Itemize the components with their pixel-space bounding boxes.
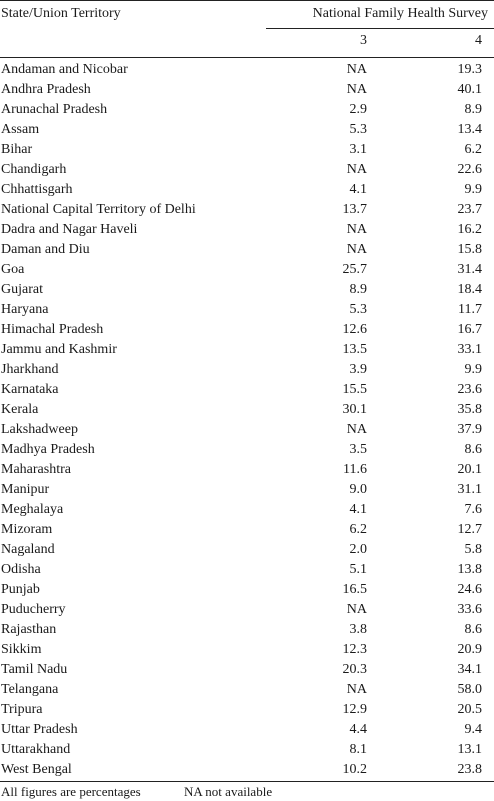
nfhs4-value-cell: 37.9 (457, 422, 482, 437)
nfhs3-value-cell: 5.3 (349, 122, 367, 137)
nfhs3-value-cell: 8.9 (349, 282, 367, 297)
survey-span-rule (266, 28, 494, 29)
state-name-cell: National Capital Territory of Delhi (1, 202, 196, 217)
state-name-cell: Mizoram (1, 522, 53, 537)
nfhs4-value-cell: 8.9 (464, 102, 482, 117)
nfhs4-value-cell: 6.2 (464, 142, 482, 157)
nfhs3-value-cell: 6.2 (349, 522, 367, 537)
nfhs4-value-cell: 35.8 (457, 402, 482, 417)
table-row (0, 420, 494, 440)
nfhs4-value-cell: 9.9 (464, 182, 482, 197)
state-name-cell: Sikkim (1, 642, 42, 657)
nfhs4-value-cell: 11.7 (458, 302, 482, 317)
state-name-cell: Meghalaya (1, 502, 64, 517)
nfhs4-value-cell: 13.4 (457, 122, 482, 137)
nfhs4-value-cell: 13.1 (457, 742, 482, 757)
nfhs4-value-cell: 31.4 (457, 262, 482, 277)
table-row (0, 300, 494, 320)
state-name-cell: Rajasthan (1, 622, 57, 637)
nfhs3-value-cell: 4.1 (349, 502, 367, 517)
state-name-cell: Andhra Pradesh (1, 82, 91, 97)
table-row (0, 180, 494, 200)
nfhs4-value-cell: 9.9 (464, 362, 482, 377)
state-name-cell: Maharashtra (1, 462, 71, 477)
state-name-cell: Arunachal Pradesh (1, 102, 108, 117)
table-row (0, 80, 494, 100)
table-header-rule (0, 57, 494, 58)
nfhs3-value-cell: 13.7 (342, 202, 367, 217)
nfhs3-value-cell: 3.1 (349, 142, 367, 157)
table-row (0, 160, 494, 180)
nfhs4-value-cell: 19.3 (457, 62, 482, 77)
table-row (0, 620, 494, 640)
nfhs3-value-cell: 9.0 (349, 482, 367, 497)
nfhs4-value-cell: 23.6 (457, 382, 482, 397)
nfhs4-value-cell: 18.4 (457, 282, 482, 297)
table-row (0, 460, 494, 480)
state-name-cell: Bihar (1, 142, 33, 157)
table-row (0, 400, 494, 420)
table-top-rule (0, 0, 494, 1)
table-row (0, 660, 494, 680)
table-row (0, 340, 494, 360)
state-name-cell: Lakshadweep (1, 422, 78, 437)
table-row (0, 480, 494, 500)
nfhs4-value-cell: 20.9 (457, 642, 482, 657)
table-bottom-rule (0, 781, 494, 782)
nfhs4-value-cell: 13.8 (457, 562, 482, 577)
column-header-survey: National Family Health Survey (312, 6, 488, 21)
table-row (0, 700, 494, 720)
state-name-cell: Tamil Nadu (1, 662, 68, 677)
nfhs3-value-cell: NA (346, 242, 367, 257)
nfhs3-value-cell: 12.9 (342, 702, 367, 717)
nfhs4-value-cell: 33.1 (457, 342, 482, 357)
nfhs3-value-cell: 12.6 (342, 322, 367, 337)
nfhs3-value-cell: NA (346, 222, 367, 237)
table-row (0, 600, 494, 620)
nfhs3-value-cell: 4.4 (349, 722, 367, 737)
state-name-cell: Karnataka (1, 382, 59, 397)
table-row (0, 500, 494, 520)
state-name-cell: Chandigarh (1, 162, 67, 177)
nfhs4-value-cell: 5.8 (464, 542, 482, 557)
nfhs3-value-cell: 12.3 (342, 642, 367, 657)
state-name-cell: Assam (1, 122, 40, 137)
nfhs4-value-cell: 9.4 (464, 722, 482, 737)
state-name-cell: Jharkhand (1, 362, 59, 377)
nfhs3-value-cell: 3.5 (349, 442, 367, 457)
nfhs4-value-cell: 31.1 (457, 482, 482, 497)
table-row (0, 680, 494, 700)
table-row (0, 120, 494, 140)
nfhs3-value-cell: NA (346, 602, 367, 617)
table-row (0, 260, 494, 280)
state-name-cell: Gujarat (1, 282, 43, 297)
nfhs3-value-cell: 13.5 (342, 342, 367, 357)
nfhs4-value-cell: 58.0 (457, 682, 482, 697)
nfhs3-value-cell: 2.9 (349, 102, 367, 117)
nfhs3-value-cell: 11.6 (343, 462, 367, 477)
state-name-cell: Puducherry (1, 602, 66, 617)
state-name-cell: Uttarakhand (1, 742, 71, 757)
table-row (0, 200, 494, 220)
nfhs3-value-cell: 16.5 (342, 582, 367, 597)
table-row (0, 240, 494, 260)
nfhs4-value-cell: 8.6 (464, 622, 482, 637)
nfhs4-value-cell: 40.1 (457, 82, 482, 97)
nfhs4-value-cell: 24.6 (457, 582, 482, 597)
state-name-cell: Goa (1, 262, 25, 277)
table-body (0, 60, 494, 780)
state-name-cell: Punjab (1, 582, 40, 597)
nfhs3-value-cell: NA (346, 82, 367, 97)
nfhs3-value-cell: 4.1 (349, 182, 367, 197)
table-row (0, 100, 494, 120)
nfhs4-value-cell: 23.8 (457, 762, 482, 777)
table-row (0, 720, 494, 740)
column-header-state: State/Union Territory (1, 6, 121, 21)
state-name-cell: Dadra and Nagar Haveli (1, 222, 138, 237)
nfhs4-value-cell: 7.6 (464, 502, 482, 517)
table-row (0, 60, 494, 80)
table-row (0, 640, 494, 660)
table-row (0, 760, 494, 780)
nfhs4-value-cell: 20.1 (457, 462, 482, 477)
nfhs3-value-cell: 10.2 (342, 762, 367, 777)
nfhs4-value-cell: 16.2 (457, 222, 482, 237)
nfhs3-value-cell: NA (346, 682, 367, 697)
state-name-cell: Madhya Pradesh (1, 442, 95, 457)
state-name-cell: Daman and Diu (1, 242, 90, 257)
nfhs3-value-cell: 5.3 (349, 302, 367, 317)
footnote-percentages: All figures are percentages (1, 784, 141, 799)
table-row (0, 220, 494, 240)
state-name-cell: Uttar Pradesh (1, 722, 78, 737)
nfhs3-value-cell: 20.3 (342, 662, 367, 677)
state-name-cell: Nagaland (1, 542, 55, 557)
state-name-cell: Telangana (1, 682, 59, 697)
nfhs3-value-cell: 8.1 (349, 742, 367, 757)
nfhs3-value-cell: 30.1 (342, 402, 367, 417)
nfhs4-value-cell: 34.1 (457, 662, 482, 677)
nfhs3-value-cell: 3.9 (349, 362, 367, 377)
nfhs3-value-cell: 15.5 (342, 382, 367, 397)
nfhs4-value-cell: 33.6 (457, 602, 482, 617)
nfhs4-value-cell: 16.7 (457, 322, 482, 337)
table-row (0, 360, 494, 380)
state-name-cell: Tripura (1, 702, 43, 717)
nfhs4-value-cell: 20.5 (457, 702, 482, 717)
state-name-cell: Himachal Pradesh (1, 322, 104, 337)
table-row (0, 580, 494, 600)
table-row (0, 540, 494, 560)
nfhs3-value-cell: 5.1 (349, 562, 367, 577)
nfhs4-value-cell: 23.7 (457, 202, 482, 217)
state-name-cell: Haryana (1, 302, 49, 317)
nfhs3-value-cell: 3.8 (349, 622, 367, 637)
table-row (0, 740, 494, 760)
state-name-cell: Kerala (1, 402, 39, 417)
footnote-na: NA not available (184, 784, 273, 799)
table-row (0, 140, 494, 160)
table-row (0, 320, 494, 340)
nfhs4-value-cell: 8.6 (464, 442, 482, 457)
nfhs3-value-cell: NA (346, 422, 367, 437)
table-row (0, 560, 494, 580)
nfhs4-value-cell: 22.6 (457, 162, 482, 177)
state-name-cell: Chhattisgarh (1, 182, 73, 197)
nfhs3-value-cell: 25.7 (342, 262, 367, 277)
state-name-cell: Andaman and Nicobar (1, 62, 128, 77)
nfhs4-value-cell: 12.7 (457, 522, 482, 537)
nfhs3-value-cell: NA (346, 62, 367, 77)
nfhs3-value-cell: NA (346, 162, 367, 177)
table-row (0, 380, 494, 400)
table-row (0, 440, 494, 460)
table-row (0, 280, 494, 300)
state-name-cell: Odisha (1, 562, 41, 577)
nfhs4-value-cell: 15.8 (457, 242, 482, 257)
table-row (0, 520, 494, 540)
state-name-cell: Jammu and Kashmir (1, 342, 117, 357)
state-name-cell: West Bengal (1, 762, 72, 777)
column-header-nfhs3: 3 (360, 33, 367, 48)
state-name-cell: Manipur (1, 482, 50, 497)
nfhs3-value-cell: 2.0 (349, 542, 367, 557)
column-header-nfhs4: 4 (475, 33, 482, 48)
